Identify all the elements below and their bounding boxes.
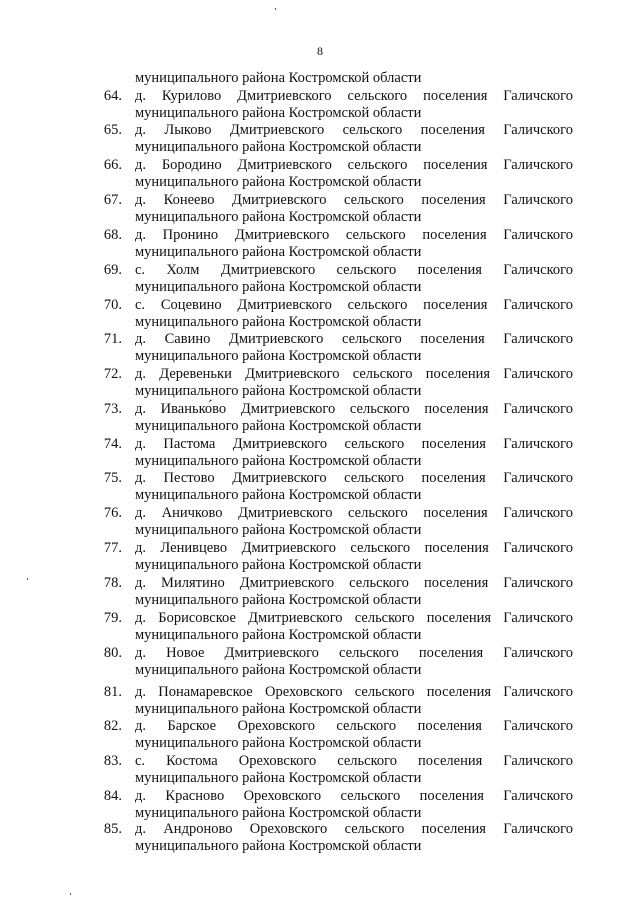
list-item-continuation bbox=[0, 487, 640, 504]
item-text: д. Лыково Дмитриевского сельского поселения Галичского bbox=[135, 122, 573, 138]
list-item bbox=[0, 88, 640, 105]
item-text: д. Ленивцево Дмитриевского сельского поселения Галичского bbox=[135, 540, 573, 556]
list-item-continuation bbox=[0, 770, 640, 787]
list-item-continuation bbox=[0, 105, 640, 122]
list-item bbox=[0, 788, 640, 805]
list-item bbox=[0, 262, 640, 279]
list-item bbox=[0, 401, 640, 418]
list-item-continuation bbox=[0, 314, 640, 331]
item-text: д. Бородино Дмитриевского сельского поселения Галичского bbox=[135, 157, 573, 173]
list-item-continuation bbox=[0, 662, 640, 679]
item-number: 65. bbox=[103, 122, 122, 138]
list-item-continuation bbox=[0, 209, 640, 226]
item-text: д. Новое Дмитриевского сельского поселения Галичского bbox=[135, 645, 573, 661]
item-number: 71. bbox=[103, 331, 122, 347]
item-text-continuation: муниципального района Костромской области bbox=[135, 314, 422, 330]
item-number: 69. bbox=[103, 262, 122, 278]
list-item-continuation bbox=[0, 522, 640, 539]
item-number: 73. bbox=[103, 401, 122, 417]
list-item bbox=[0, 157, 640, 174]
scan-speck bbox=[70, 893, 71, 895]
item-text: д. Борисовское Дмитриевского сельского поселения Галичского bbox=[135, 610, 573, 626]
list-item-continuation bbox=[0, 244, 640, 261]
list-item bbox=[0, 470, 640, 487]
list-item-continuation bbox=[0, 139, 640, 156]
list-item bbox=[0, 436, 640, 453]
list-item-continuation bbox=[0, 627, 640, 644]
item-number: 66. bbox=[103, 157, 122, 173]
item-number: 75. bbox=[103, 470, 122, 486]
item-number: 74. bbox=[103, 436, 122, 452]
item-text-continuation: муниципального района Костромской области bbox=[135, 701, 422, 717]
item-text-continuation: муниципального района Костромской области bbox=[135, 627, 422, 643]
list-item-continuation bbox=[0, 701, 640, 718]
item-text-continuation: муниципального района Костромской области bbox=[135, 770, 422, 786]
item-text: д. Курилово Дмитриевского сельского поселения Галичского bbox=[135, 88, 573, 104]
item-text-continuation: муниципального района Костромской области bbox=[135, 662, 422, 678]
list-item-continuation bbox=[0, 735, 640, 752]
item-number: 79. bbox=[103, 610, 122, 626]
item-text-continuation: муниципального района Костромской области bbox=[135, 592, 422, 608]
item-text-continuation: муниципального района Костромской области bbox=[135, 383, 422, 399]
list-item-continuation bbox=[0, 838, 640, 855]
item-text: д. Деревеньки Дмитриевского сельского поселения Галичского bbox=[135, 366, 573, 382]
item-number: 80. bbox=[103, 645, 122, 661]
list-item bbox=[0, 366, 640, 383]
item-number: 70. bbox=[103, 297, 122, 313]
list-item-continuation bbox=[0, 418, 640, 435]
list-item bbox=[0, 684, 640, 701]
list-item-continuation bbox=[0, 592, 640, 609]
list-item-continuation bbox=[0, 557, 640, 574]
item-text-continuation: муниципального района Костромской области bbox=[135, 487, 422, 503]
item-text-continuation: муниципального района Костромской области bbox=[135, 805, 422, 821]
item-text: д. Барское Ореховского сельского поселения Галичского bbox=[135, 718, 573, 734]
list-item bbox=[0, 753, 640, 770]
item-number: 85. bbox=[103, 821, 122, 837]
item-number: 64. bbox=[103, 88, 122, 104]
item-text: д. Пестово Дмитриевского сельского поселения Галичского bbox=[135, 470, 573, 486]
item-text: д. Иванько́во Дмитриевского сельского поселения Галичского bbox=[135, 401, 573, 417]
item-text-continuation: муниципального района Костромской области bbox=[135, 838, 422, 854]
item-text: с. Костома Ореховского сельского поселения Галичского bbox=[135, 753, 573, 769]
item-number: 82. bbox=[103, 718, 122, 734]
list-item-continuation bbox=[0, 348, 640, 365]
continuation-text: муниципального района Костромской области bbox=[135, 70, 422, 86]
item-text: д. Понамаревское Ореховского сельского поселения Галичского bbox=[135, 684, 573, 700]
item-text: д. Аничково Дмитриевского сельского поселения Галичского bbox=[135, 505, 573, 521]
item-text: с. Холм Дмитриевского сельского поселения Галичского bbox=[135, 262, 573, 278]
item-number: 83. bbox=[103, 753, 122, 769]
list-item bbox=[0, 192, 640, 209]
list-item bbox=[0, 718, 640, 735]
continuation-line bbox=[0, 70, 640, 87]
list-item bbox=[0, 297, 640, 314]
item-text-continuation: муниципального района Костромской области bbox=[135, 174, 422, 190]
scan-speck bbox=[275, 8, 276, 10]
list-item bbox=[0, 645, 640, 662]
item-number: 84. bbox=[103, 788, 122, 804]
item-text-continuation: муниципального района Костромской области bbox=[135, 453, 422, 469]
item-number: 77. bbox=[103, 540, 122, 556]
item-text: д. Савино Дмитриевского сельского поселения Галичского bbox=[135, 331, 573, 347]
list-item bbox=[0, 505, 640, 522]
item-text-continuation: муниципального района Костромской области bbox=[135, 522, 422, 538]
item-number: 67. bbox=[103, 192, 122, 208]
list-item bbox=[0, 821, 640, 838]
item-text-continuation: муниципального района Костромской области bbox=[135, 139, 422, 155]
item-text: д. Пастома Дмитриевского сельского поселения Галичского bbox=[135, 436, 573, 452]
list-item bbox=[0, 575, 640, 592]
list-item bbox=[0, 122, 640, 139]
item-text-continuation: муниципального района Костромской области bbox=[135, 105, 422, 121]
item-text-continuation: муниципального района Костромской области bbox=[135, 279, 422, 295]
list-item-continuation bbox=[0, 279, 640, 296]
list-item bbox=[0, 610, 640, 627]
list-item-continuation bbox=[0, 383, 640, 400]
item-number: 81. bbox=[103, 684, 122, 700]
list-item bbox=[0, 227, 640, 244]
item-text-continuation: муниципального района Костромской области bbox=[135, 418, 422, 434]
list-item-continuation bbox=[0, 453, 640, 470]
item-text: д. Пронино Дмитриевского сельского поселения Галичского bbox=[135, 227, 573, 243]
item-number: 72. bbox=[103, 366, 122, 382]
item-text: с. Соцевино Дмитриевского сельского поселения Галичского bbox=[135, 297, 573, 313]
item-text-continuation: муниципального района Костромской области bbox=[135, 244, 422, 260]
list-item-continuation bbox=[0, 805, 640, 822]
item-text: д. Милятино Дмитриевского сельского поселения Галичского bbox=[135, 575, 573, 591]
item-text-continuation: муниципального района Костромской области bbox=[135, 557, 422, 573]
list-item bbox=[0, 331, 640, 348]
item-text: д. Андроново Ореховского сельского поселения Галичского bbox=[135, 821, 573, 837]
item-text: д. Красново Ореховского сельского поселения Галичского bbox=[135, 788, 573, 804]
list-item bbox=[0, 540, 640, 557]
item-text-continuation: муниципального района Костромской области bbox=[135, 209, 422, 225]
page-number: 8 bbox=[317, 44, 323, 58]
item-number: 78. bbox=[103, 575, 122, 591]
item-text-continuation: муниципального района Костромской области bbox=[135, 735, 422, 751]
item-number: 76. bbox=[103, 505, 122, 521]
list-item-continuation bbox=[0, 174, 640, 191]
scan-speck bbox=[27, 578, 28, 580]
item-text-continuation: муниципального района Костромской области bbox=[135, 348, 422, 364]
item-number: 68. bbox=[103, 227, 122, 243]
item-text: д. Конеево Дмитриевского сельского поселения Галичского bbox=[135, 192, 573, 208]
